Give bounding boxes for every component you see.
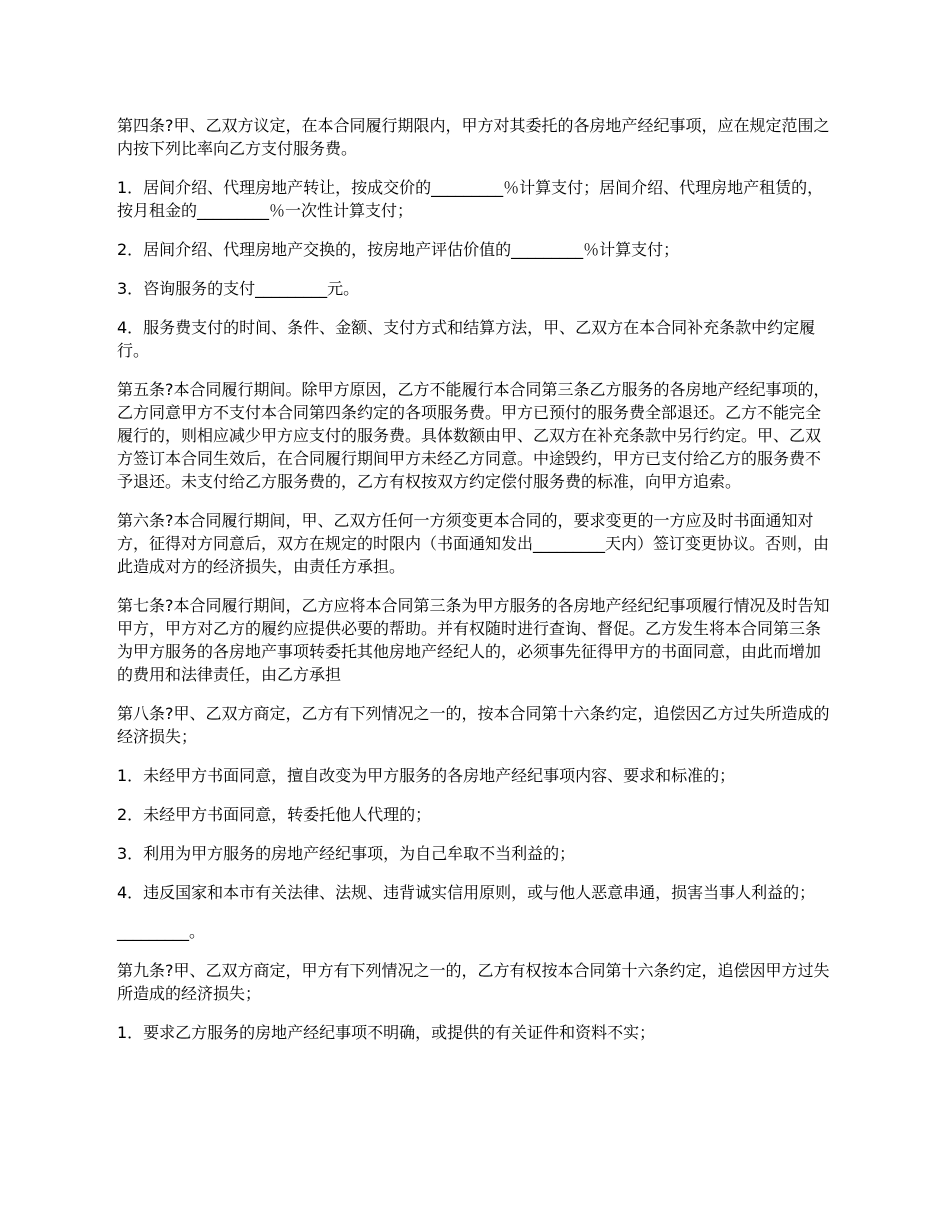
article-8-item-1: 1．未经甲方书面同意，擅自改变为甲方服务的各房地产经纪事项内容、要求和标准的；	[117, 766, 736, 785]
article-8-item-4: 4．违反国家和本市有关法律、法规、违背诚实信用原则，或与他人恶意串通，损害当事人利益的；	[117, 883, 816, 902]
article-4-item-4: 4．服务费支付的时间、条件、金额、支付方式和结算方法，甲、乙双方在本合同补充条款中约定履行。	[117, 318, 816, 360]
article-8-item-blank: _________。	[117, 922, 206, 941]
article-8-item-3: 3．利用为甲方服务的房地产经纪事项，为自己牟取不当利益的；	[117, 844, 576, 863]
article-6-paragraph: 第六条?本合同履行期间，甲、乙双方任何一方须变更本合同的，要求变更的一方应及时书面通知对方，征得对方同意后，双方在规定的时限内（书面通知发出_________天内）签订变更协议。否则，由此造成对方的经济损失，由责任方承担。	[117, 511, 830, 576]
article-4-item-3: 3．咨询服务的支付_________元。	[117, 279, 360, 298]
article-4-paragraph: 第四条?甲、乙双方议定，在本合同履行期限内，甲方对其委托的各房地产经纪事项，应在规定范围之内按下列比率向乙方支付服务费。	[117, 116, 830, 158]
article-9-item-1: 1．要求乙方服务的房地产经纪事项不明确，或提供的有关证件和资料不实；	[117, 1023, 656, 1042]
article-4-item-2: 2．居间介绍、代理房地产交换的，按房地产评估价值的_________％计算支付；	[117, 240, 680, 259]
article-7-paragraph: 第七条?本合同履行期间，乙方应将本合同第三条为甲方服务的各房地产经纪纪事项履行情况及时告知甲方，甲方对乙方的履约应提供必要的帮助。并有权随时进行查询、督促。乙方发生将本合同第三条为甲方服务的各房地产事项转委托其他房地产经纪人的，必须事先征得甲方的书面同意，由此而增加的费用和法律责任，由乙方承担	[117, 596, 830, 684]
article-9-paragraph: 第九条?甲、乙双方商定，甲方有下列情况之一的，乙方有权按本合同第十六条约定，追偿因甲方过失所造成的经济损失；	[117, 961, 830, 1003]
article-4-item-1: 1．居间介绍、代理房地产转让，按成交价的_________％计算支付；居间介绍、代理房地产租赁的，按月租金的_________％一次性计算支付；	[117, 178, 824, 220]
article-5-paragraph: 第五条?本合同履行期间。除甲方原因，乙方不能履行本合同第三条乙方服务的各房地产经纪事项的，乙方同意甲方不支付本合同第四条约定的各项服务费。甲方已预付的服务费全部退还。乙方不能完全履行的，则相应减少甲方应支付的服务费。具体数额由甲、乙双方在补充条款中另行约定。甲、乙双方签订本合同生效后，在合同履行期间甲方未经乙方同意。中途毁约，甲方已支付给乙方的服务费不予退还。未支付给乙方服务费的，乙方有权按双方约定偿付服务费的标准，向甲方追索。	[117, 380, 830, 491]
article-8-item-2: 2．未经甲方书面同意，转委托他人代理的；	[117, 805, 432, 824]
document-body	[117, 114, 833, 1060]
article-8-paragraph: 第八条?甲、乙双方商定，乙方有下列情况之一的，按本合同第十六条约定，追偿因乙方过失所造成的经济损失；	[117, 704, 830, 746]
